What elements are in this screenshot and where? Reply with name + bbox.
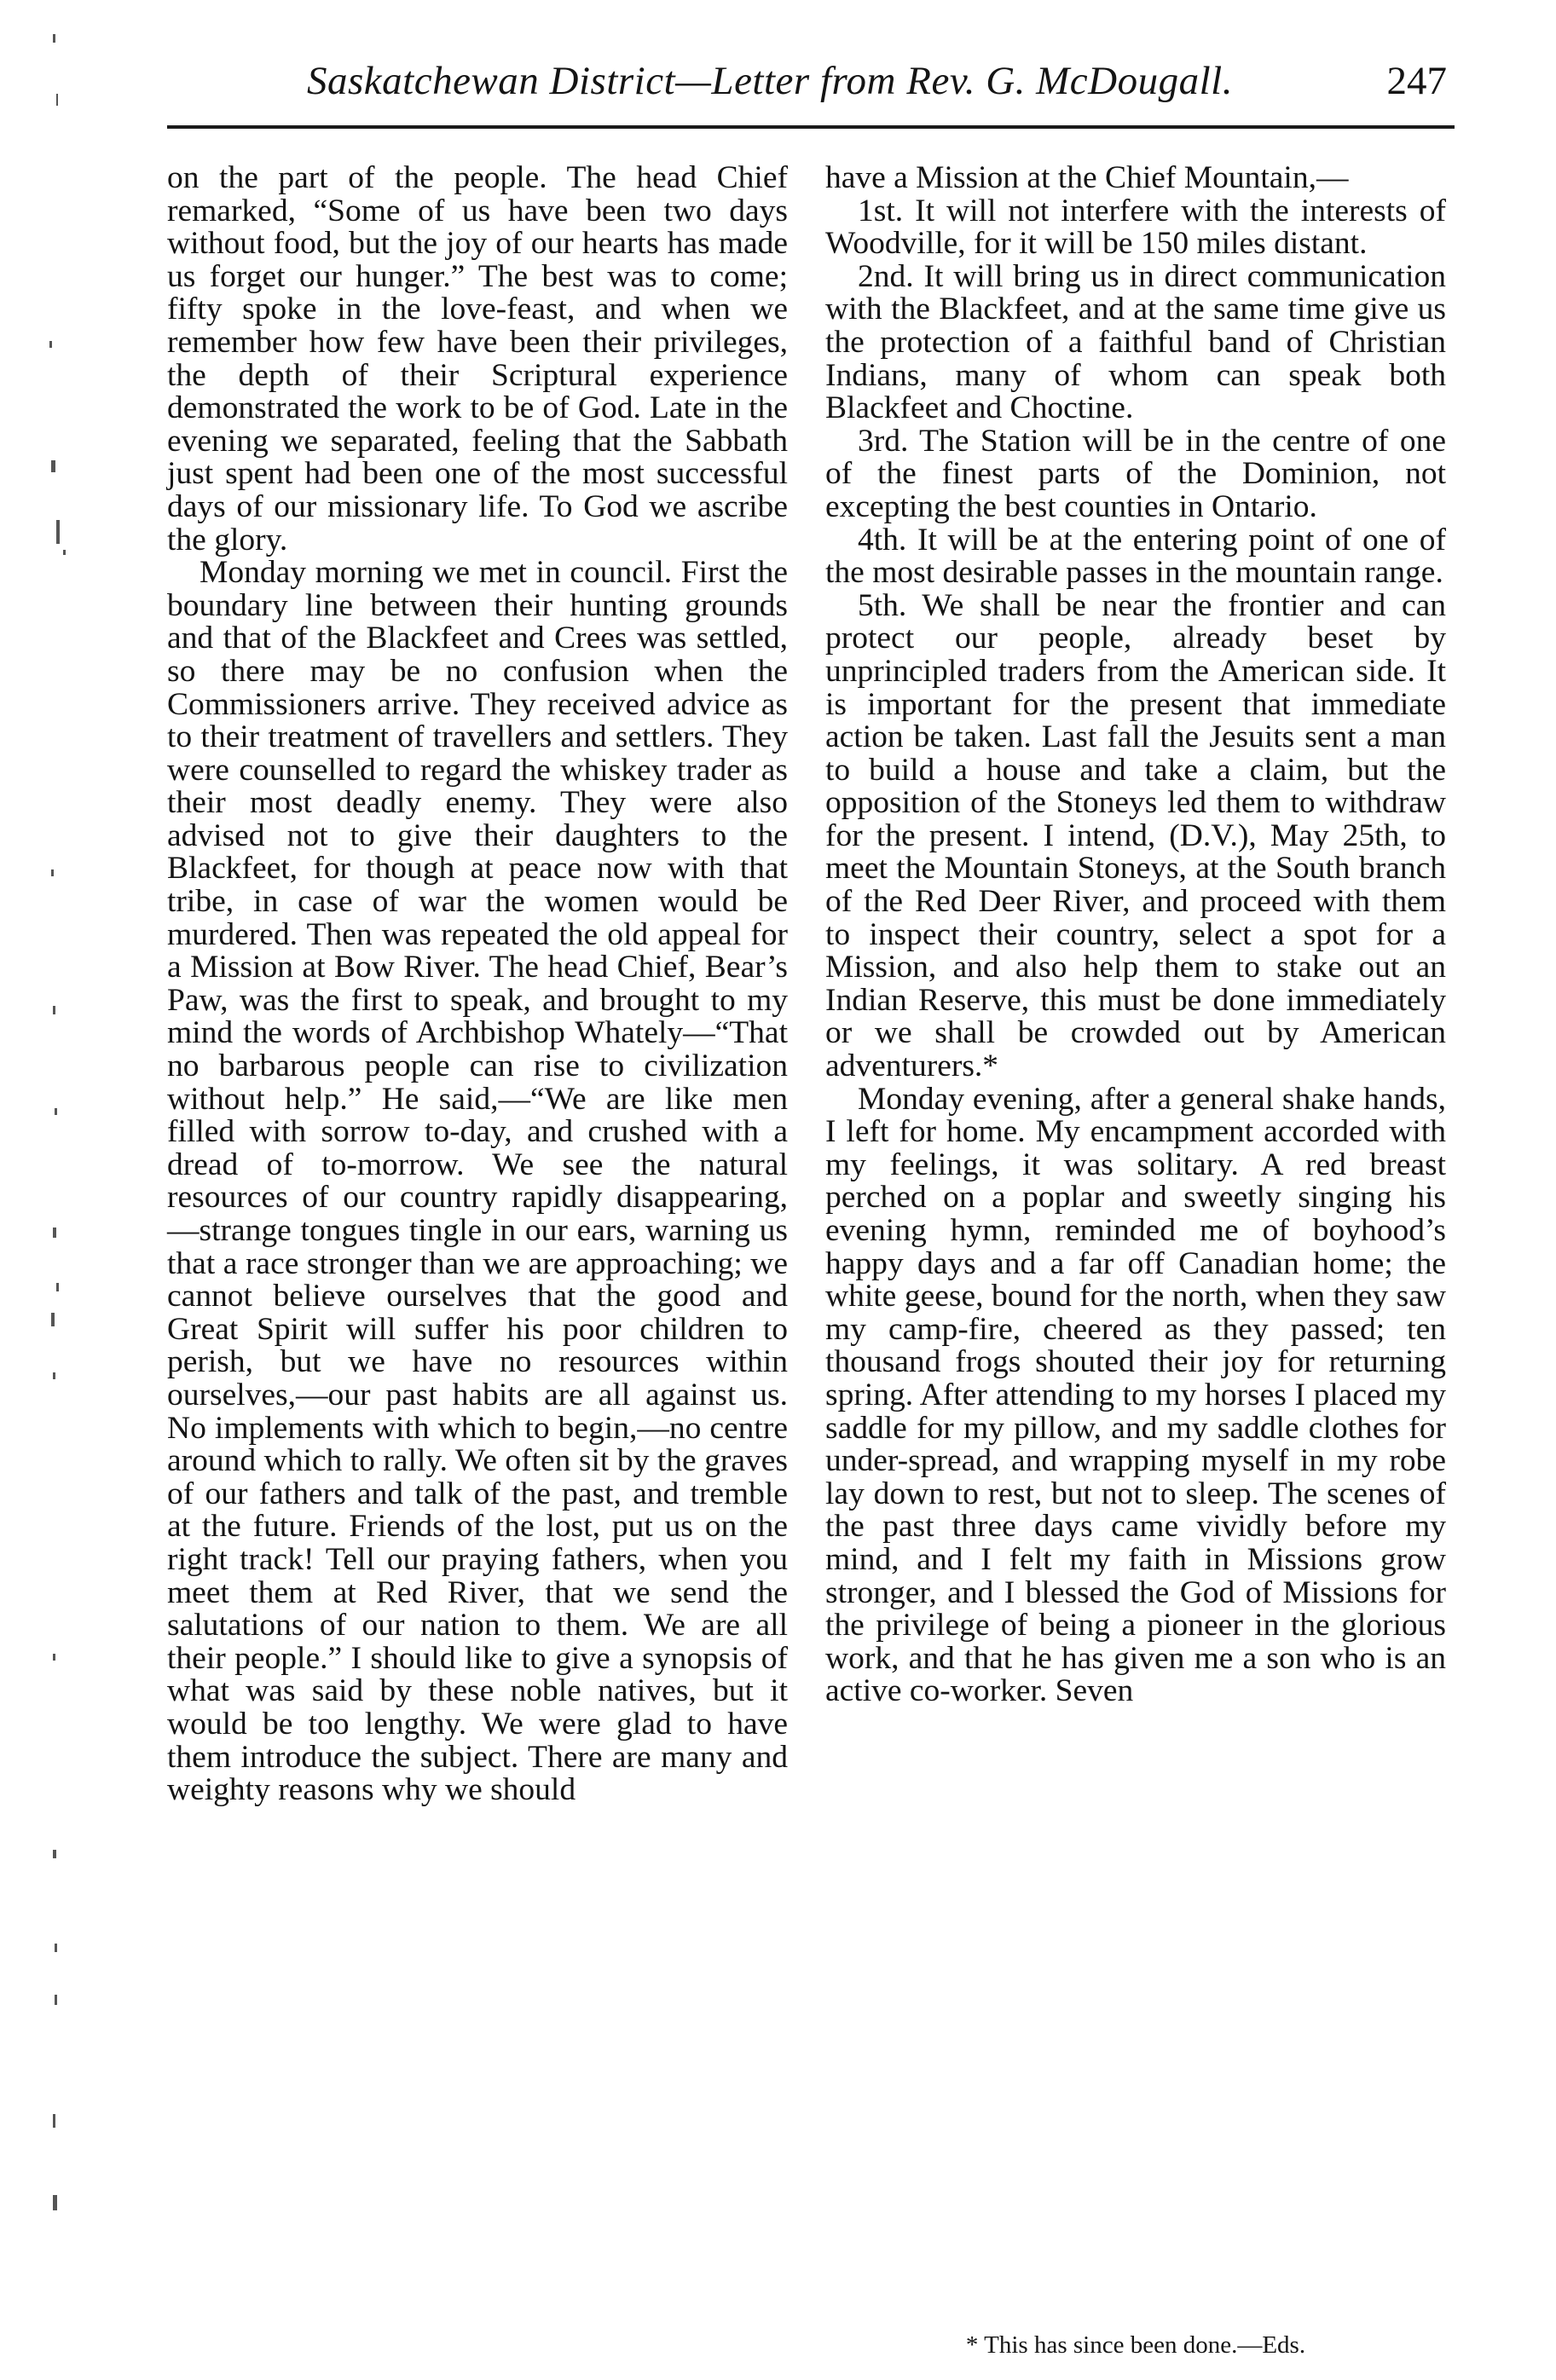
page-number: 247 [1386, 59, 1447, 103]
paragraph: Monday evening, after a general shake hands, I left for home. My encampment accorded with my feelings, it was solitary. A red breast perched on a poplar and sweetly singing his evening hymn, reminded me of boyhood’s happy days and a far off Canadian home; the white geese, bound for the north, when they saw my camp-fire, cheered as they passed; ten thousand frogs shouted their joy for returning spring. After attending to my horses I placed my saddle for my pillow, and my saddle clothes for under-spread, and wrapping myself in my robe lay down to rest, but not to sleep. The scenes of the past three days came vividly before my mind, and I felt my faith in Missions grow stronger, and I blessed the God of Missions for the privilege of being a pioneer in the glorious work, and that he has given me a son who is an active co-worker. Seven [825, 1081, 1446, 1709]
paragraph: 5th. We shall be near the frontier and can protect our people, already beset by unprincipled traders from the American side. It is important for the present that immediate action be taken. Last fall the Jesuits sent a man to build a house and take a claim, but the opposition of the Stoneys led them to withdraw for the present. I intend, (D.V.), May 25th, to meet the Mountain Stoneys, at the South branch of the Red Deer River, and proceed with them to inspect their country, select a spot for a Mission, and also help them to stake out an Indian Reserve, this must be done immediately or we shall be crowded out by American adventurers.* [825, 587, 1446, 1084]
paragraph: have a Mission at the Chief Mountain,— [825, 160, 1349, 195]
running-title: Saskatchewan District—Letter from Rev. G. McDougall. [307, 59, 1233, 103]
paragraph: on the part of the people. The head Chief remarked, “Some of us have been two days without food, but the joy of our hearts has made us forget our hunger.” The best was to come; fifty spoke in the love-feast, and when we remember how few have been their privileges, the depth of their Scriptural experience demonstrated the work to be of God. Late in the evening we separated, feeling that the Sabbath just spent had been one of the most successful days of our missionary life. To God we ascribe the glory. [167, 160, 788, 557]
running-head [171, 53, 1454, 130]
paragraph: 3rd. The Station will be in the centre of one of the finest parts of the Dominion, not excepting the best counties in Ontario. [825, 423, 1446, 524]
paragraph: 1st. It will not interfere with the interests of Woodville, for it will be 150 miles distant. [825, 193, 1446, 262]
header-rule [167, 125, 1455, 129]
paragraph: 2nd. It will bring us in direct communication with the Blackfeet, and at the same time give us the protection of a faithful band of Christian Indians, many of whom can speak both Blackfeet and Choctine. [825, 258, 1446, 426]
right-column [825, 162, 1446, 1708]
footnote: * This has since been done.—Eds. [965, 2331, 1306, 2359]
left-column [167, 162, 788, 1807]
paragraph: Monday morning we met in council. First the boundary line between their hunting grounds and that of the Blackfeet and Crees was settled, so there may be no confusion when the Commissioners arrive. They received advice as to their treatment of travellers and settlers. They were counselled to regard the whiskey trader as their most deadly enemy. They were also advised not to give their daughters to the Blackfeet, for though at peace now with that tribe, in case of war the women would be murdered. Then was repeated the old appeal for a Mission at Bow River. The head Chief, Bear’s Paw, was the first to speak, and brought to my mind the words of Archbishop Whately—“That no barbarous people can rise to civilization without help.” He said,—“We are like men filled with sorrow to-day, and crushed with a dread of to-morrow. We see the natural resources of our country rapidly disappearing,—strange tongues tingle in our ears, warning us that a race stronger than we are approaching; we cannot believe ourselves that the good and Great Spirit will suffer his poor children to perish, but we have no resources within ourselves,—our past habits are all against us. No implements with which to begin,—no centre around which to rally. We often sit by the graves of our fathers and talk of the past, and tremble at the future. Friends of the lost, put us on the right track! Tell our praying fathers, when you meet them at Red River, that we send the salutations of our nation to them. We are all their people.” I should like to give a synopsis of what was said by these noble natives, but it would be too lengthy. We were glad to have them introduce the subject. There are many and weighty reasons why we should [167, 555, 788, 1808]
scan-margin-marks [0, 0, 119, 2380]
paragraph: 4th. It will be at the entering point of one of the most desirable passes in the mountain range. [825, 522, 1446, 591]
